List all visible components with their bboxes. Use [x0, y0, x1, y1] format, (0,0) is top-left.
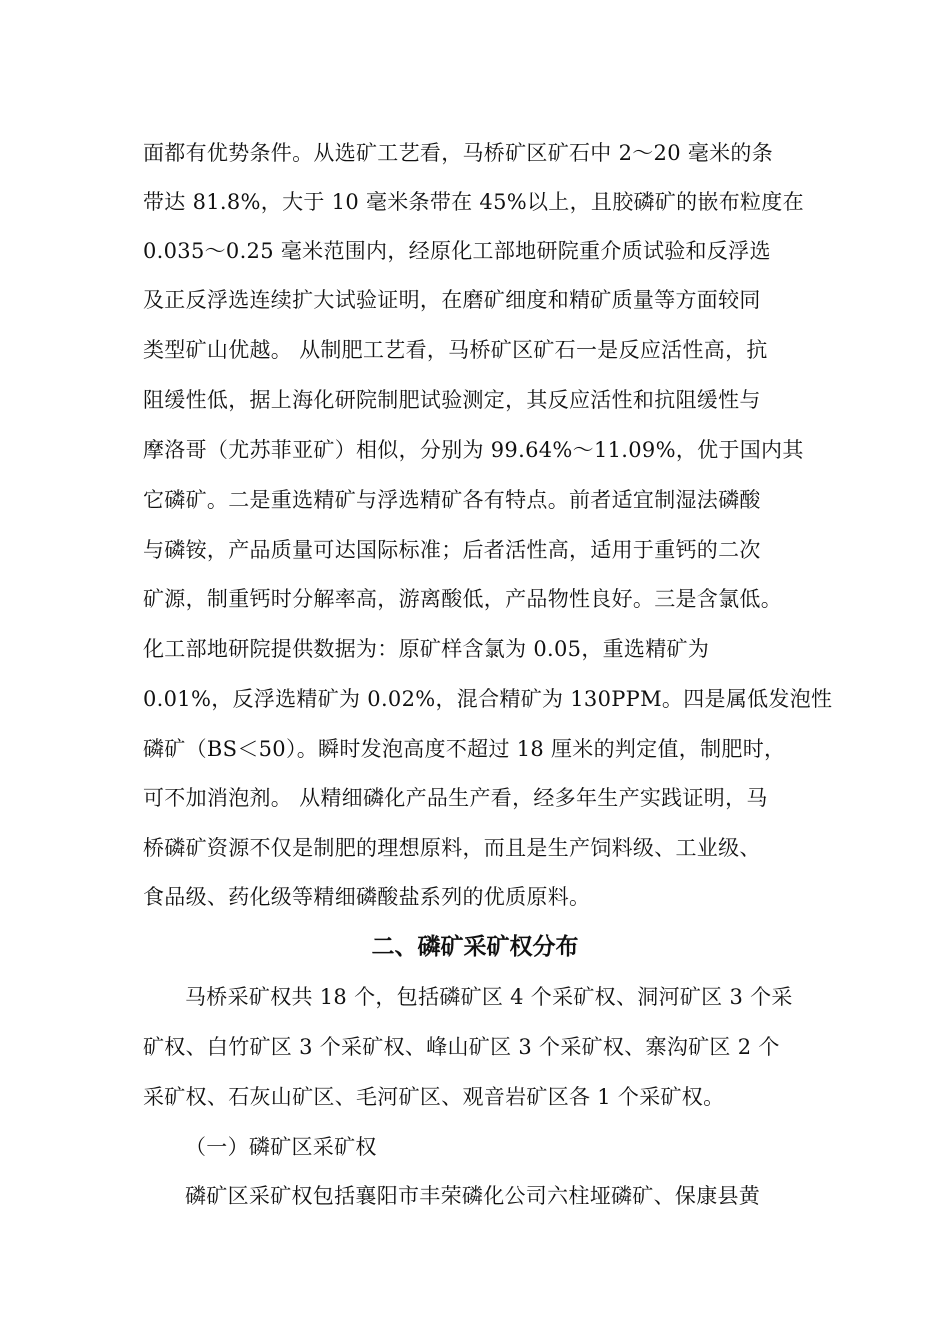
paragraph-line: 采矿权、石灰山矿区、毛河矿区、观音岩矿区各 1 个采矿权。 [143, 1085, 725, 1109]
paragraph-line: 马桥采矿权共 18 个，包括磷矿区 4 个采矿权、洞河矿区 3 个采 [185, 985, 793, 1009]
paragraph-line: 桥磷矿资源不仅是制肥的理想原料，而且是生产饲料级、工业级、 [143, 836, 761, 860]
paragraph-line: 矿源，制重钙时分解率高，游离酸低，产品物性良好。三是含氯低。 [143, 587, 782, 611]
paragraph-line: 0.01%，反浮选精矿为 0.02%，混合精矿为 130PPM。四是属低发泡性 [143, 687, 833, 711]
paragraph-line: 0.035～0.25 毫米范围内，经原化工部地研院重介质试验和反浮选 [143, 239, 771, 263]
paragraph-line: 阻缓性低，据上海化研院制肥试验测定，其反应活性和抗阻缓性与 [143, 388, 761, 412]
section-heading: 二、磷矿采矿权分布 [371, 934, 579, 960]
paragraph-line: 带达 81.8%，大于 10 毫米条带在 45%以上，且胶磷矿的嵌布粒度在 [143, 190, 804, 214]
paragraph-line: 食品级、药化级等精细磷酸盐系列的优质原料。 [143, 885, 591, 909]
paragraph-line: 摩洛哥（尤苏菲亚矿）相似，分别为 99.64%～11.09%，优于国内其 [143, 438, 804, 462]
paragraph-line: 面都有优势条件。从选矿工艺看，马桥矿区矿石中 2～20 毫米的条 [143, 141, 774, 165]
paragraph-line: 磷矿（BS＜50）。瞬时发泡高度不超过 18 厘米的判定值，制肥时， [143, 737, 786, 761]
paragraph-line: 类型矿山优越。 从制肥工艺看，马桥矿区矿石一是反应活性高，抗 [143, 338, 768, 362]
paragraph-line: 可不加消泡剂。 从精细磷化产品生产看，经多年生产实践证明，马 [143, 786, 768, 810]
paragraph-line: 磷矿区采矿权包括襄阳市丰荣磷化公司六柱垭磷矿、保康县黄 [185, 1184, 761, 1208]
paragraph-line: 它磷矿。二是重选精矿与浮选精矿各有特点。前者适宜制湿法磷酸 [143, 488, 761, 512]
paragraph-line: 化工部地研院提供数据为：原矿样含氯为 0.05，重选精矿为 [143, 637, 710, 661]
paragraph-line: 矿权、白竹矿区 3 个采矿权、峰山矿区 3 个采矿权、寨沟矿区 2 个 [143, 1035, 780, 1059]
paragraph-line: 与磷铵，产品质量可达国际标准；后者活性高，适用于重钙的二次 [143, 538, 761, 562]
subsection-heading: （一）磷矿区采矿权 [185, 1135, 377, 1159]
paragraph-line: 及正反浮选连续扩大试验证明，在磨矿细度和精矿质量等方面较同 [143, 288, 761, 312]
